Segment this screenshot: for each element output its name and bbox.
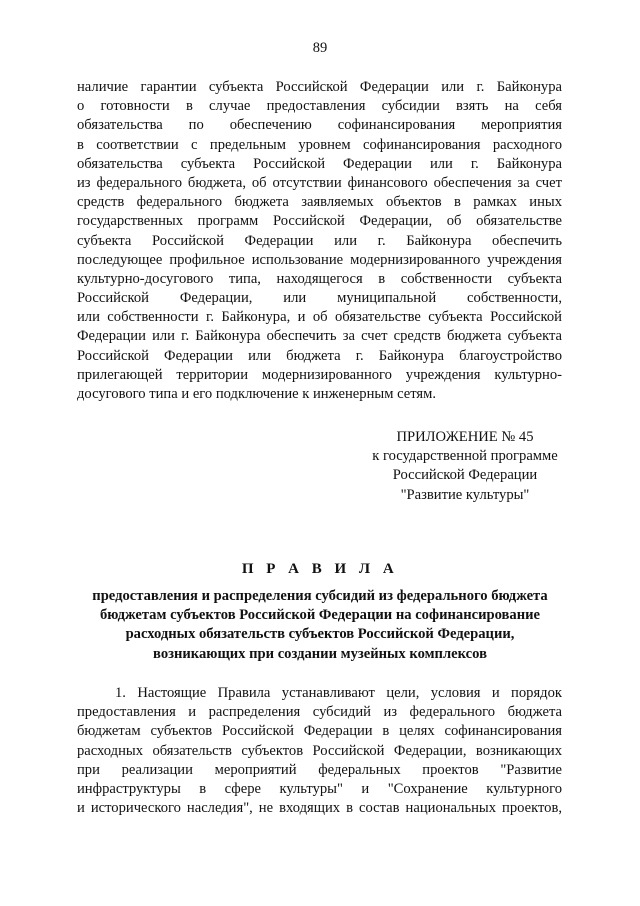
text-line: и исторического наследия", не входящих в состав национальных проектов, [77,800,562,817]
text-line: бюджетам субъектов Российской Федерации в целях софинансирования [77,723,562,740]
rules-title: П Р А В И Л А [241,561,399,577]
subtitle-line: возникающих при создании музейных комплексов [153,645,487,662]
text-line: средств федерального бюджета заявляемых объектов в рамках иных [77,194,562,211]
text-line: прилегающей территории модернизированного учреждения культурно- [77,366,562,383]
text-line: культурно-досугового типа, находящегося в собственности субъекта [77,270,562,287]
text-line: расходных обязательств субъектов Российской Федерации, возникающих [77,742,562,759]
section-paragraph [77,684,562,818]
appendix-line: Российской Федерации [392,467,538,484]
text-line: Российской Федерации, или муниципальной собственности, [77,290,562,307]
text-line: последующее профильное использование модернизированного учреждения [77,251,562,268]
text-line: или собственности г. Байконура, и об обязательстве субъекта Российской [77,309,562,326]
text-line: предоставления и распределения субсидий из федерального бюджета [77,704,562,721]
subtitle-line: расходных обязательств субъектов Российской Федерации, [125,626,515,643]
subtitle-line: предоставления и распределения субсидий из федерального бюджета [92,588,548,604]
text-line: досугового типа и его подключение к инженерным сетям. [77,386,436,402]
appendix-line: к государственной программе [372,448,558,465]
text-line: обязательства по обеспечению софинансирования мероприятия [77,117,562,134]
subtitle-line: бюджетам субъектов Российской Федерации на софинансирование [99,607,541,624]
text-line: 1. Настоящие Правила устанавливают цели, условия и порядок [115,685,562,701]
text-line: субъекта Российской Федерации или г. Байконура обеспечить [77,232,562,249]
intro-paragraph [77,78,562,404]
text-line: инфраструктуры в сфере культуры" и "Сохранение культурного [77,780,562,797]
text-line: Российской Федерации или бюджета г. Байконура благоустройство [77,347,562,364]
text-line: в соответствии с предельным уровнем софинансирования расходного [77,136,562,153]
appendix-title: ПРИЛОЖЕНИЕ № 45 [396,429,534,445]
page-number: 89 [312,40,328,56]
text-line: Федерации или г. Байконура обеспечить за счет средств бюджета субъекта [77,328,562,345]
appendix-block [340,428,590,505]
text-line: обязательства субъекта Российской Федерации или г. Байконура [77,155,562,172]
rules-subtitle [60,587,580,664]
text-line: наличие гарантии субъекта Российской Федерации или г. Байконура [77,79,562,95]
appendix-line: "Развитие культуры" [400,486,530,503]
text-line: при реализации мероприятий федеральных проектов "Развитие [77,761,562,778]
text-line: государственных программ Российской Федерации, об обязательстве [77,213,562,230]
text-line: из федерального бюджета, об отсутствии финансового обеспечения за счет [77,174,562,191]
text-line: о готовности в случае предоставления субсидии взять на себя [77,98,562,115]
